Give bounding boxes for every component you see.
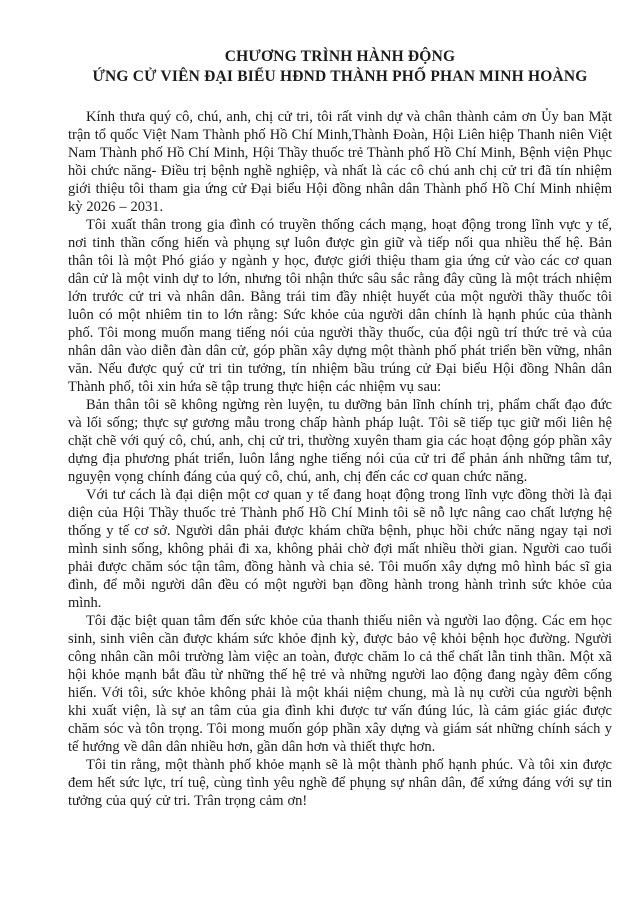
- paragraph-youth-workers-health: Tôi đặc biệt quan tâm đến sức khỏe của thanh thiếu niên và người lao động. Các em học sinh, sinh viên cần được khám sức khỏe định kỳ, được bảo vệ khỏi bệnh học đường. Người công nhân cần môi trường làm việc an toàn, được chăm lo cả thể chất lẫn tinh thần. Một xã hội khỏe mạnh bắt đầu từ những thế hệ trẻ và những người lao động đang ngày đêm cống hiến. Với tôi, sức khỏe không phải là một khái niệm chung, mà là nụ cười của người bệnh khi xuất viện, là sự an tâm của gia đình khi được tư vấn đúng lúc, là cảm giác giác được chăm sóc và tôn trọng. Tôi mong muốn góp phần xây dựng và giám sát những chính sách y tế hướng về dân dân nhiều hơn, gần dân hơn và thiết thực hơn.: [68, 613, 612, 755]
- paragraph-greeting: Kính thưa quý cô, chú, anh, chị cử tri, tôi rất vinh dự và chân thành cảm ơn Ủy ban Mặt trận tổ quốc Việt Nam Thành phố Hồ Chí Minh,Thành Đoàn, Hội Liên hiệp Thanh niên Việt Nam Thành phố Hồ Chí Minh, Hội Thầy thuốc trẻ Thành phố Hồ Chí Minh, Bệnh viện Phục hồi chức năng- Điều trị bệnh nghề nghiệp, và nhất là các cô chú anh chị cử tri đã tín nhiệm giới thiệu tôi tham gia ứng cử Đại biểu Hội đồng nhân dân Thành phố Hồ Chí Minh nhiệm kỳ 2026 – 2031.: [68, 109, 612, 215]
- paragraph-background: Tôi xuất thân trong gia đình có truyền thống cách mạng, hoạt động trong lĩnh vực y tế, nơi tinh thần cống hiến và phụng sự luôn được gìn giữ và tiếp nối qua nhiều thế hệ. Bản thân tôi là một Phó giáo y ngành y học, được giới thiệu tham gia ứng cử vào các cơ quan dân cử là một vinh dự to lớn, nhưng tôi nhận thức sâu sắc rằng đây cũng là một trách nhiệm lớn trước cử tri và nhân dân. Bằng trái tim đầy nhiệt huyết của một người thầy thuốc tôi luôn có một nhiêm tin to lớn rằng: Sức khỏe của người dân chính là hạnh phúc của thành phố. Tôi mong muốn mang tiếng nói của người thầy thuốc, của đội ngũ trí thức trẻ và của nhân dân vào diễn đàn dân cử, góp phần xây dựng một thành phố phát triển bền vững, nhân văn. Nếu được quý cử tri tin tưởng, tín nhiệm bầu trúng cử Đại biểu Hội đồng Nhân dân Thành phố, tôi xin hứa sẽ tập trung thực hiện các nhiệm vụ sau:: [68, 217, 612, 395]
- title-line-1: CHƯƠNG TRÌNH HÀNH ĐỘNG: [224, 48, 456, 65]
- paragraph-closing-thanks: Tôi tin rằng, một thành phố khỏe mạnh sẽ là một thành phố hạnh phúc. Và tôi xin được đem hết sức lực, trí tuệ, cùng tình yêu nghề để phụng sự nhân dân, để xứng đáng với sự tin tưởng của quý cử tri. Trân trọng cảm ơn!: [68, 757, 612, 809]
- document-title: [68, 47, 612, 87]
- document-body: [68, 108, 612, 810]
- title-line-2: ỨNG CỬ VIÊN ĐẠI BIỂU HĐND THÀNH PHỐ PHAN MINH HOÀNG: [92, 68, 588, 85]
- paragraph-healthcare-grassroots: Với tư cách là đại diện một cơ quan y tế đang hoạt động trong lĩnh vực đồng thời là đại diện của Hội Thầy thuốc trẻ Thành phố Hồ Chí Minh tôi sẽ nỗ lực nâng cao chất lượng hệ thống y tế cơ sở. Người dân phải được khám chữa bệnh, phục hồi chức năng ngay tại nơi mình sinh sống, không phải đi xa, không phải chờ đợi mất nhiều thời gian. Người cao tuổi phải được chăm sóc tận tâm, đồng hành và chia sẻ. Tôi muốn xây dựng mô hình bác sĩ gia đình, để mỗi người dân đều có một người bạn đồng hành trong hành trình sức khỏe của mình.: [68, 487, 612, 611]
- paragraph-commitment-ethics: Bản thân tôi sẽ không ngừng rèn luyện, tu dưỡng bản lĩnh chính trị, phẩm chất đạo đức và lối sống; thực sự gương mẫu trong chấp hành pháp luật. Tôi sẽ tiếp tục giữ mối liên hệ chặt chẽ với quý cô, chú, anh, chị cử tri, thường xuyên tham gia các hoạt động góp phần xây dựng địa phương phát triển, luôn lắng nghe tiếng nói của cử tri để phản ánh những tâm tư, nguyện vọng chính đáng của quý cô, chú, anh, chị đến các cơ quan chức năng.: [68, 397, 612, 485]
